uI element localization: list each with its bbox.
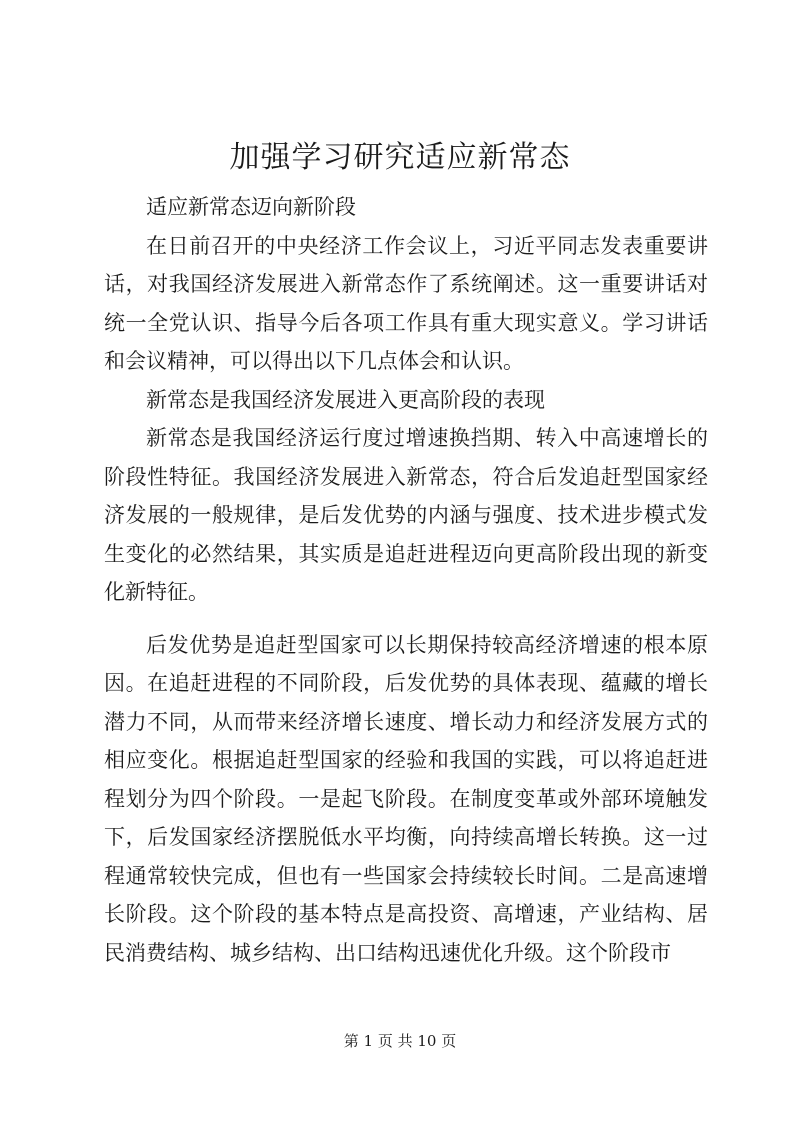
paragraph-3: 后发优势是追赶型国家可以长期保持较高经济增速的根本原因。在追赶进程的不同阶段，后发优势的具体表现、蕴藏的增长潜力不同，从而带来经济增长速度、增长动力和经济发展方式的相应变化。根据追赶型国家的经验和我国的实践，可以将追赶进程划分为四个阶段。一是起飞阶段。在制度变革或外部环境触发下，后发国家经济摆脱低水平均衡，向持续高增长转换。这一过程通常较快完成，但也有一些国家会持续较长时间。二是高速增长阶段。这个阶段的基本特点是高投资、高增速，产业结构、居民消费结构、城乡结构、出口结构迅速优化升级。这个阶段市 [104,632,708,965]
document-title: 加强学习研究适应新常态 [229,140,571,175]
page-number-footer: 第 1 页 共 10 页 [343,1032,457,1050]
paragraph-subheading-1: 适应新常态迈向新阶段 [146,195,356,219]
paragraph-2: 新常态是我国经济运行度过增速换挡期、转入中高速增长的阶段性特征。我国经济发展进入新常态，符合后发追赶型国家经济发展的一般规律，是后发优势的内涵与强度、技术进步模式发生变化的必然结果，其实质是追赶进程迈向更高阶段出现的新变化新特征。 [104,426,708,604]
paragraph-1: 在日前召开的中央经济工作会议上，习近平同志发表重要讲话，对我国经济发展进入新常态作了系统阐述。这一重要讲话对统一全党认识、指导今后各项工作具有重大现实意义。学习讲话和会议精神，可以得出以下几点体会和认识。 [104,233,708,373]
document-body [104,188,708,972]
paragraph-subheading-2: 新常态是我国经济发展进入更高阶段的表现 [146,387,545,412]
